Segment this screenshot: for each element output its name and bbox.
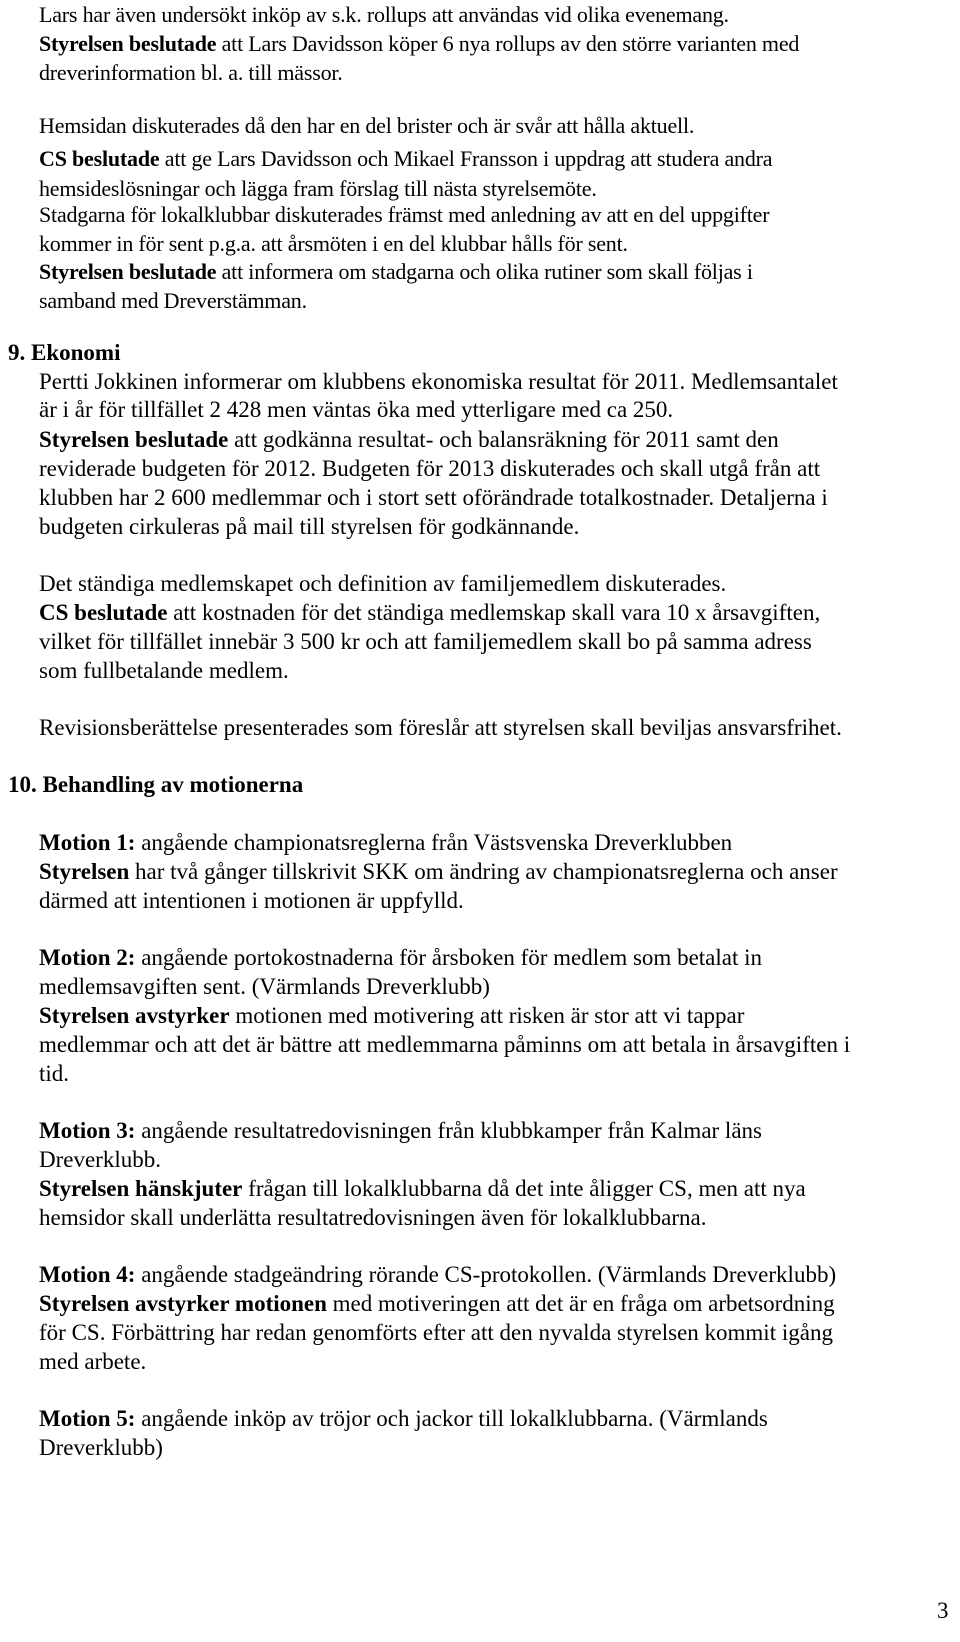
text-run: dreverinformation bl. a. till mässor. xyxy=(39,60,343,85)
bold-run: CS beslutade xyxy=(39,146,160,171)
line-18 xyxy=(39,569,726,599)
line-27 xyxy=(39,943,762,973)
line-33 xyxy=(39,1145,161,1175)
bold-run: Styrelsen beslutade xyxy=(39,427,229,452)
text-run: angående resultatredovisningen från klubbkamper från Kalmar läns xyxy=(135,1118,762,1143)
line-39 xyxy=(39,1347,146,1377)
text-run: motionen med motivering att risken är stor att vi tappar xyxy=(229,1003,745,1028)
text-run: vilket för tillfället innebär 3 500 kr och att familjemedlem skall bo på samma adress xyxy=(39,629,812,654)
text-run: reviderade budgeten för 2012. Budgeten för 2013 diskuterades och skall utgå från att xyxy=(39,456,821,481)
line-40 xyxy=(39,1404,768,1434)
bold-run: 9. Ekonomi xyxy=(8,340,121,365)
line-13 xyxy=(39,395,673,425)
line-37 xyxy=(39,1289,835,1319)
text-run: angående stadgeändring rörande CS-protokollen. (Värmlands Dreverklubb) xyxy=(135,1262,837,1287)
text-run: Stadgarna för lokalklubbar diskuterades främst med anledning av att en del uppgifter xyxy=(39,202,770,227)
section-heading-ekonomi xyxy=(8,338,120,368)
line-29 xyxy=(39,1001,744,1031)
text-run: angående inköp av tröjor och jackor till lokalklubbarna. (Värmlands xyxy=(135,1406,768,1431)
text-run: Revisionsberättelse presenterades som föreslår att styrelsen skall beviljas ansvarsfrihet. xyxy=(39,715,842,740)
text-run: budgeten cirkuleras på mail till styrelsen för godkännande. xyxy=(39,514,580,539)
line-26 xyxy=(39,886,464,916)
line-31 xyxy=(39,1059,69,1089)
text-run: att ge Lars Davidsson och Mikael Fransson i uppdrag att studera andra xyxy=(159,146,773,171)
line-16 xyxy=(39,483,828,513)
bold-run: Motion 5: xyxy=(39,1406,136,1431)
text-run: att kostnaden för det ständiga medlemskap skall vara 10 x årsavgiften, xyxy=(167,600,821,625)
line-15 xyxy=(39,454,820,484)
line-35 xyxy=(39,1203,706,1233)
line-34 xyxy=(39,1174,806,1204)
text-run: tid. xyxy=(39,1061,70,1086)
text-run: angående portokostnaderna för årsboken för medlem som betalat in xyxy=(135,945,763,970)
section-heading-motioner xyxy=(8,770,303,800)
text-run: med arbete. xyxy=(39,1349,147,1374)
line-5 xyxy=(39,144,772,174)
bold-run: Styrelsen hänskjuter xyxy=(39,1176,243,1201)
line-2 xyxy=(39,29,799,59)
bold-run: Motion 2: xyxy=(39,945,136,970)
bold-run: Styrelsen xyxy=(39,859,130,884)
page-number: 3 xyxy=(937,1598,949,1623)
line-10 xyxy=(39,286,307,316)
text-run: kommer in för sent p.g.a. att årsmöten i en del klubbar hålls för sent. xyxy=(39,231,628,256)
bold-run: Styrelsen avstyrker xyxy=(39,1003,230,1028)
bold-run: Motion 4: xyxy=(39,1262,136,1287)
text-run: Dreverklubb. xyxy=(39,1147,161,1172)
line-9 xyxy=(39,257,753,287)
line-41 xyxy=(39,1433,163,1463)
text-run: klubben har 2 600 medlemmar och i stort sett oförändrade totalkostnader. Detaljerna i xyxy=(39,485,828,510)
line-4 xyxy=(39,111,694,141)
text-run: angående championatsreglerna från Västsvenska Dreverklubben xyxy=(135,830,733,855)
bold-run: Styrelsen avstyrker motionen xyxy=(39,1291,327,1316)
bold-run: Motion 3: xyxy=(39,1118,136,1143)
text-run: för CS. Förbättring har redan genomförts efter att den nyvalda styrelsen kommit igång xyxy=(39,1320,833,1345)
text-run: att informera om stadgarna och olika rutiner som skall följas i xyxy=(216,259,753,284)
text-run: att Lars Davidsson köper 6 nya rollups av den större varianten med xyxy=(216,31,800,56)
line-20 xyxy=(39,627,812,657)
text-run: hemsidor skall underlätta resultatredovisningen även för lokalklubbarna. xyxy=(39,1205,707,1230)
text-run: har två gånger tillskrivit SKK om ändring av championatsreglerna och anser xyxy=(129,859,838,884)
line-7 xyxy=(39,200,769,230)
text-run: Pertti Jokkinen informerar om klubbens ekonomiska resultat för 2011. Medlemsantalet xyxy=(39,369,838,394)
line-30 xyxy=(39,1030,850,1060)
line-1 xyxy=(39,0,729,30)
text-run: samband med Dreverstämman. xyxy=(39,288,307,313)
line-3 xyxy=(39,58,343,88)
line-17 xyxy=(39,512,579,542)
text-run: som fullbetalande medlem. xyxy=(39,658,289,683)
bold-run: CS beslutade xyxy=(39,600,168,625)
text-run: därmed att intentionen i motionen är uppfylld. xyxy=(39,888,464,913)
text-run: är i år för tillfället 2 428 men väntas öka med ytterligare med ca 250. xyxy=(39,397,674,422)
text-run: med motiveringen att det är en fråga om arbetsordning xyxy=(326,1291,835,1316)
text-run: att godkänna resultat- och balansräkning för 2011 samt den xyxy=(228,427,779,452)
bold-run: 10. Behandling av motionerna xyxy=(8,772,304,797)
line-19 xyxy=(39,598,820,628)
line-32 xyxy=(39,1116,762,1146)
text-run: frågan till lokalklubbarna då det inte åligger CS, men att nya xyxy=(242,1176,806,1201)
text-run: Hemsidan diskuterades då den har en del brister och är svår att hålla aktuell. xyxy=(39,113,695,138)
line-21 xyxy=(39,656,289,686)
line-12 xyxy=(39,367,838,397)
text-run: medlemmar och att det är bättre att medlemmarna påminns om att betala in årsavgiften i xyxy=(39,1032,851,1057)
bold-run: Styrelsen beslutade xyxy=(39,31,217,56)
text-run: Det ständiga medlemskapet och definition av familjemedlem diskuterades. xyxy=(39,571,727,596)
bold-run: Motion 1: xyxy=(39,830,136,855)
bold-run: Styrelsen beslutade xyxy=(39,259,217,284)
line-8 xyxy=(39,229,628,259)
line-25 xyxy=(39,857,838,887)
text-run: Dreverklubb) xyxy=(39,1435,163,1460)
line-22 xyxy=(39,713,842,743)
line-28 xyxy=(39,972,490,1002)
text-run: Lars har även undersökt inköp av s.k. rollups att användas vid olika evenemang. xyxy=(39,2,729,27)
text-run: hemsideslösningar och lägga fram förslag till nästa styrelsemöte. xyxy=(39,176,597,201)
line-36 xyxy=(39,1260,836,1290)
text-run: medlemsavgiften sent. (Värmlands Dreverklubb) xyxy=(39,974,490,999)
line-24 xyxy=(39,828,732,858)
line-14 xyxy=(39,425,779,455)
line-38 xyxy=(39,1318,833,1348)
